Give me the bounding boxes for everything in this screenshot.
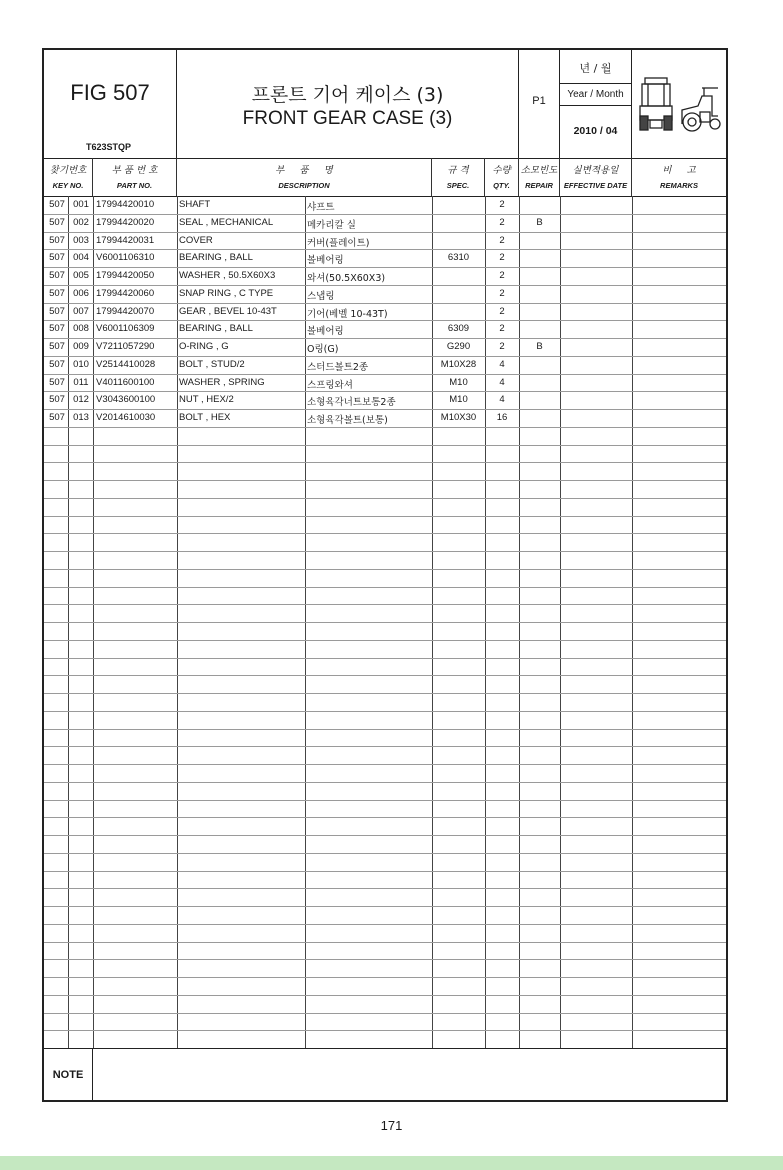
col-qty (485, 158, 519, 196)
table-row (44, 249, 726, 267)
row-line (44, 480, 726, 481)
cell-desc-en: COVER (179, 234, 213, 246)
cell-part: V7211057290 (96, 341, 155, 352)
cell-key: 012 (73, 394, 89, 406)
col-desc (177, 158, 432, 196)
table-row (44, 338, 726, 356)
row-line (44, 1030, 726, 1031)
col-part-ko: 부 품 번 호 (111, 165, 158, 176)
cell-desc-en: WASHER , SPRING (179, 376, 265, 388)
cell-fig: 507 (49, 394, 65, 406)
cell-part: V4011600100 (96, 376, 155, 388)
page-box (519, 50, 560, 158)
col-spec-ko: 규 격 (447, 165, 469, 176)
row-line (44, 587, 726, 588)
divider (560, 105, 631, 106)
title-korean: 프론트 기어 케이스 (3) (251, 84, 444, 106)
row-line (44, 1013, 726, 1014)
cell-fig: 507 (49, 341, 65, 352)
cell-key: 006 (73, 287, 89, 299)
cell-desc-ko: 기어(베벨 10-43T) (307, 308, 388, 320)
note-section (44, 1048, 726, 1101)
col-key-en: KEY NO. (52, 181, 84, 190)
cell-qty: 2 (499, 199, 505, 210)
col-qty-en: QTY. (493, 181, 510, 190)
cell-part: 17994420020 (96, 216, 155, 228)
cell-key: 011 (73, 376, 89, 388)
cell-desc-en: SHAFT (179, 199, 211, 210)
cell-spec: M10 (449, 376, 468, 388)
row-line (44, 640, 726, 641)
cell-desc-en: SEAL , MECHANICAL (179, 216, 274, 228)
row-line (44, 959, 726, 960)
row-line (44, 711, 726, 712)
table-row (44, 356, 726, 374)
page-number: 171 (380, 1118, 403, 1133)
year-month-box (560, 50, 632, 158)
cell-qty: 2 (499, 341, 505, 352)
cell-desc-en: GEAR , BEVEL 10-43T (179, 305, 277, 317)
cell-desc-en: WASHER , 50.5X60X3 (179, 270, 276, 281)
cell-part: 17994420050 (96, 270, 155, 281)
model-code: T623STQP (86, 142, 132, 152)
cell-spec: 6309 (447, 323, 470, 335)
divider (560, 83, 631, 84)
cell-fig: 507 (49, 270, 65, 281)
col-desc-ko: 부 품 명 (275, 165, 333, 176)
cell-part: V3043600100 (96, 394, 156, 406)
row-line (44, 445, 726, 446)
cell-key: 009 (73, 341, 89, 352)
cell-key: 003 (73, 234, 89, 246)
cell-desc-ko: 스터드볼트2종 (307, 361, 369, 373)
col-key (44, 158, 93, 196)
cell-spec: M10X30 (440, 412, 477, 423)
cell-desc-ko: 와셔(50.5X60X3) (307, 273, 386, 284)
cell-desc-ko: 메카리칼 실 (307, 219, 356, 231)
row-line (44, 516, 726, 517)
column-headers (44, 158, 726, 197)
cell-qty: 4 (499, 358, 505, 370)
title-english: FRONT GEAR CASE (3) (242, 108, 453, 129)
cell-part: V2014610030 (96, 412, 156, 423)
row-line (44, 995, 726, 996)
row-line (44, 427, 726, 428)
row-line (44, 746, 726, 747)
cell-desc-en: BEARING , BALL (179, 252, 253, 264)
sheet-header (44, 50, 726, 159)
cell-fig: 507 (49, 305, 65, 317)
row-line (44, 800, 726, 801)
cell-desc-ko: 스프링와셔 (307, 379, 353, 391)
bottom-band (0, 1156, 783, 1170)
table-row (44, 391, 726, 409)
cell-desc-ko: 볼베어링 (307, 255, 344, 267)
col-qty-ko: 수량 (492, 165, 511, 176)
row-line (44, 906, 726, 907)
table-row (44, 267, 726, 285)
table-row (44, 232, 726, 250)
fig-box (44, 50, 177, 158)
col-date-en: EFFECTIVE DATE (563, 181, 628, 190)
cell-fig: 507 (49, 287, 65, 299)
cell-key: 007 (73, 305, 89, 317)
col-remarks-en: REMARKS (660, 181, 698, 190)
cell-fig: 507 (49, 252, 65, 264)
row-line (44, 942, 726, 943)
title-box (177, 50, 519, 158)
cell-repair: B (536, 341, 543, 352)
col-remarks (632, 158, 726, 196)
cell-key: 002 (73, 216, 89, 228)
cell-part: 17994420031 (96, 234, 155, 246)
cell-desc-ko: 볼베어링 (307, 326, 344, 338)
row-line (44, 817, 726, 818)
row-line (44, 888, 726, 889)
cell-part: 17994420070 (96, 305, 155, 317)
cell-desc-en: O-RING , G (179, 341, 229, 352)
cell-part: V2514410028 (96, 358, 156, 370)
cell-key: 010 (73, 358, 89, 370)
machine-image-box (632, 50, 726, 158)
row-line (44, 622, 726, 623)
cell-desc-ko: 커버(플레이트) (307, 237, 370, 249)
cell-desc-en: NUT , HEX/2 (179, 394, 234, 406)
row-line (44, 853, 726, 854)
cell-desc-ko: 스냅링 (307, 290, 335, 302)
row-line (44, 533, 726, 534)
cell-fig: 507 (49, 199, 65, 210)
row-line (44, 835, 726, 836)
table-row (44, 320, 726, 338)
table-row (44, 214, 726, 232)
cell-desc-en: BOLT , HEX (179, 412, 231, 423)
table-row (44, 285, 726, 303)
row-line (44, 871, 726, 872)
cell-qty: 2 (499, 287, 505, 299)
tractor-icon (638, 72, 722, 138)
cell-desc-ko: 소형육각너트보통2종 (307, 397, 396, 409)
cell-repair: B (536, 216, 543, 228)
cell-desc-ko: O링(G) (307, 344, 339, 355)
col-repair-ko: 소모빈도 (520, 165, 558, 176)
cell-desc-en: SNAP RING , C TYPE (179, 287, 274, 299)
cell-fig: 507 (49, 376, 65, 388)
cell-qty: 2 (499, 323, 505, 335)
col-remarks-ko: 비 고 (662, 165, 696, 176)
year-month-english: Year / Month (567, 89, 624, 100)
col-part-en: PART NO. (116, 181, 153, 190)
parts-table (44, 196, 726, 1048)
row-line (44, 782, 726, 783)
cell-desc-en: BEARING , BALL (179, 323, 253, 335)
cell-part: V6001106310 (96, 252, 155, 264)
col-desc-en: DESCRIPTION (278, 181, 330, 190)
cell-desc-ko: 샤프트 (307, 202, 335, 213)
cell-key: 001 (73, 199, 89, 210)
row-line (44, 675, 726, 676)
row-line (44, 569, 726, 570)
cell-qty: 4 (499, 394, 505, 406)
year-month-value: 2010 / 04 (573, 125, 618, 137)
page-label: P1 (532, 95, 546, 107)
cell-part: V6001106309 (96, 323, 155, 335)
cell-fig: 507 (49, 234, 65, 246)
col-date (560, 158, 632, 196)
cell-key: 008 (73, 323, 89, 335)
col-part (93, 158, 177, 196)
row-line (44, 604, 726, 605)
row-line (44, 693, 726, 694)
row-line (44, 462, 726, 463)
cell-desc-en: BOLT , STUD/2 (179, 358, 245, 370)
cell-key: 013 (73, 412, 89, 423)
row-line (44, 924, 726, 925)
row-line (44, 977, 726, 978)
col-repair-en: REPAIR (525, 181, 553, 190)
col-repair (519, 158, 560, 196)
table-row (44, 303, 726, 321)
cell-fig: 507 (49, 358, 65, 370)
cell-qty: 2 (499, 216, 505, 228)
col-spec-en: SPEC. (446, 181, 470, 190)
year-month-korean: 년 / 월 (579, 62, 612, 75)
col-spec (432, 158, 485, 196)
cell-qty: 4 (499, 376, 505, 388)
cell-spec: G290 (446, 341, 471, 352)
cell-desc-ko: 소형육각볼트(보통) (307, 415, 388, 426)
cell-fig: 507 (49, 323, 65, 335)
cell-qty: 2 (499, 234, 505, 246)
row-line (44, 498, 726, 499)
cell-spec: 6310 (447, 252, 470, 264)
row-line (44, 729, 726, 730)
cell-key: 005 (73, 270, 89, 281)
cell-qty: 16 (496, 412, 508, 423)
table-row (44, 409, 726, 427)
cell-spec: M10X28 (440, 358, 477, 370)
cell-spec: M10 (449, 394, 468, 406)
note-label: NOTE (44, 1049, 93, 1101)
cell-qty: 2 (499, 270, 505, 281)
row-line (44, 764, 726, 765)
row-line (44, 658, 726, 659)
cell-part: 17994420060 (96, 287, 155, 299)
col-date-ko: 실변적용일 (572, 165, 619, 176)
table-row (44, 374, 726, 392)
cell-qty: 2 (499, 252, 505, 264)
parts-sheet (42, 48, 728, 1102)
cell-fig: 507 (49, 216, 65, 228)
cell-fig: 507 (49, 412, 65, 423)
table-row (44, 196, 726, 214)
cell-qty: 2 (499, 305, 505, 317)
cell-key: 004 (73, 252, 89, 264)
cell-part: 17994420010 (96, 199, 155, 210)
fig-number: FIG 507 (70, 80, 150, 105)
col-key-ko: 찾기번호 (49, 165, 87, 176)
row-line (44, 551, 726, 552)
